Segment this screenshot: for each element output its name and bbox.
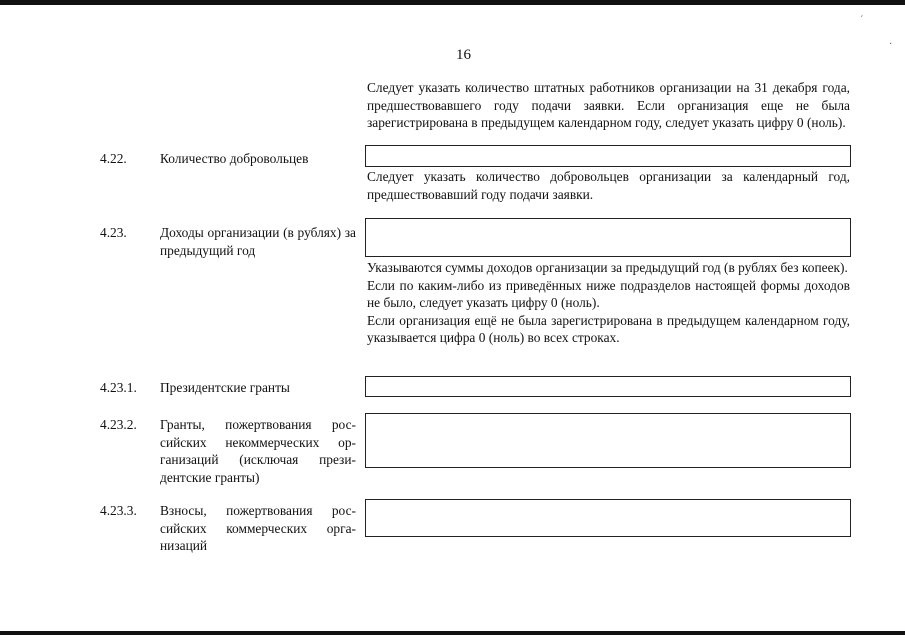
item-label-4-23: Доходы организации (в рублях) за предыдущий год xyxy=(160,225,356,258)
item-label-4-23-1: Президентские гранты xyxy=(160,380,290,395)
nonprofit-grants-field[interactable] xyxy=(365,413,851,468)
scan-speck: ´ xyxy=(860,15,864,26)
item-number-4-23: 4.23. xyxy=(100,225,127,240)
item-number-4-23-1: 4.23.1. xyxy=(100,380,137,395)
note-paragraph: Следует указать количество штатных работников организации на 31 декабря года, предшествовавшего году подачи заявки. Если организация еще не была зарегистрирована в предыдущем календарном году, следует указать цифру 0 (ноль). xyxy=(367,80,850,130)
note-4-22 xyxy=(367,168,850,203)
note-paragraph: Если организация ещё не была зарегистрирована в предыдущем календарном году, указывается цифра 0 (ноль) во всех строках. xyxy=(367,312,850,345)
item-number-4-23-3: 4.23.3. xyxy=(100,503,137,518)
commercial-donations-field[interactable] xyxy=(365,499,851,537)
presidential-grants-field[interactable] xyxy=(365,376,851,397)
item-label-4-23-2: Гранты, пожертвования российских некоммерческих организаций (исключая президентские гранты) xyxy=(160,417,356,485)
note-paragraph: Следует указать количество добровольцев организации за календарный год, предшествовавший году подачи заявки. xyxy=(367,169,850,202)
note-4-23 xyxy=(367,259,850,347)
note-4-21 xyxy=(367,79,850,132)
item-label-4-22: Количество добровольцев xyxy=(160,151,309,166)
item-number-4-23-2: 4.23.2. xyxy=(100,417,137,432)
item-number-4-22: 4.22. xyxy=(100,151,127,166)
scan-speck: · xyxy=(889,39,893,50)
note-paragraph: Указываются суммы доходов организации за предыдущий год (в рублях без копеек). xyxy=(367,260,848,275)
bottom-border-rule xyxy=(0,631,905,635)
top-border-rule xyxy=(0,0,905,5)
volunteers-count-field[interactable] xyxy=(365,145,851,167)
organization-income-field[interactable] xyxy=(365,218,851,257)
item-label-4-23-3: Взносы, пожертвования российских коммерческих организаций xyxy=(160,503,356,553)
page-number: 16 xyxy=(456,47,471,63)
note-paragraph: Если по каким-либо из приведённых ниже подразделов настоящей формы доходов не было, следует указать цифру 0 (ноль). xyxy=(367,277,850,310)
